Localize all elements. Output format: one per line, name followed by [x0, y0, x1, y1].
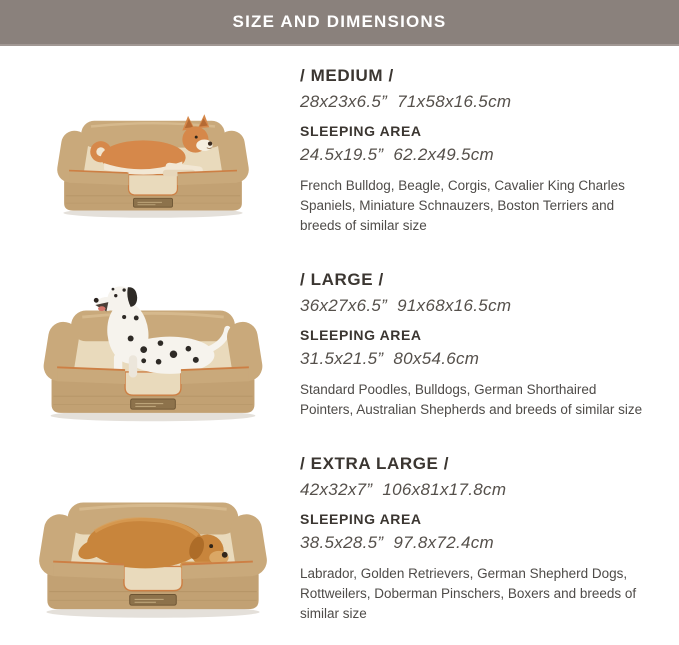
- shiba-on-dog-bed-illustration: [47, 80, 259, 223]
- size-info-extra-large: [296, 454, 669, 624]
- bed-photo-medium: [10, 58, 296, 244]
- size-title: / MEDIUM /: [300, 66, 394, 86]
- sleeping-area-dimensions: 31.5x21.5” 80x54.6cm: [300, 349, 480, 369]
- breed-list: Labrador, Golden Retrievers, German Shepherd Dogs, Rottweilers, Doberman Pinschers, Boxers and breeds of similar size: [300, 566, 637, 621]
- size-info-large: [296, 270, 669, 420]
- size-guide: [0, 46, 679, 632]
- size-section-large: [10, 252, 669, 438]
- sleeping-area-dimensions: 24.5x19.5” 62.2x49.5cm: [300, 145, 495, 165]
- page-title: SIZE AND DIMENSIONS: [232, 12, 447, 31]
- sleeping-area-label: SLEEPING AREA: [300, 511, 422, 528]
- bed-photo-extra-large: [10, 446, 296, 632]
- overall-dimensions: 28x23x6.5” 71x58x16.5cm: [300, 92, 512, 112]
- size-info-medium: [296, 66, 669, 236]
- size-title: / LARGE /: [300, 270, 384, 290]
- breed-list: Standard Poodles, Bulldogs, German Shorthaired Pointers, Australian Shepherds and breeds of similar size: [300, 382, 643, 417]
- overall-dimensions: 42x32x7” 106x81x17.8cm: [300, 480, 507, 500]
- bed-photo-large: [10, 252, 296, 438]
- sleeping-area-label: SLEEPING AREA: [300, 123, 422, 140]
- dalmatian-on-dog-bed-illustration: [32, 264, 274, 427]
- overall-dimensions: 36x27x6.5” 91x68x16.5cm: [300, 296, 512, 316]
- golden-retriever-on-dog-bed-illustration: [27, 454, 279, 624]
- header-banner: [0, 0, 679, 46]
- sleeping-area-dimensions: 38.5x28.5” 97.8x72.4cm: [300, 533, 495, 553]
- breed-list: French Bulldog, Beagle, Corgis, Cavalier King Charles Spaniels, Miniature Schnauzers, Boston Terriers and breeds of similar size: [300, 178, 625, 233]
- size-section-extra-large: [10, 446, 669, 632]
- size-title: / EXTRA LARGE /: [300, 454, 450, 474]
- size-section-medium: [10, 58, 669, 244]
- sleeping-area-label: SLEEPING AREA: [300, 327, 422, 344]
